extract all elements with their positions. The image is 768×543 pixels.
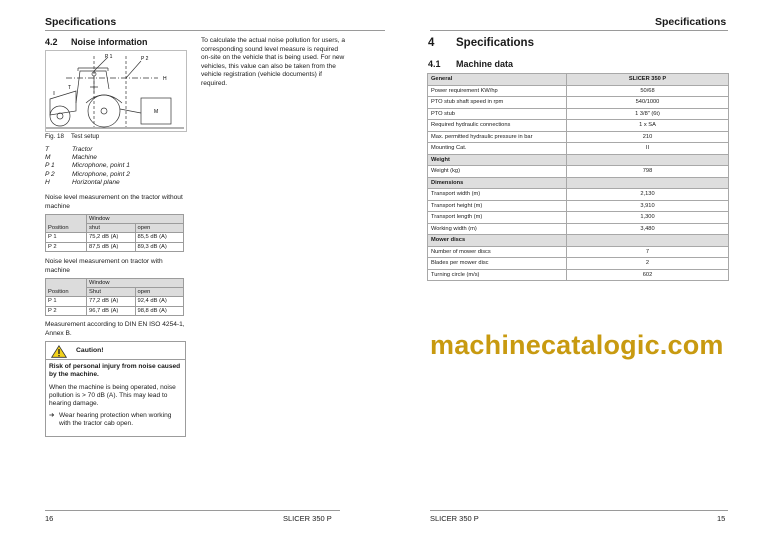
spec-label: PTO stub <box>428 108 567 120</box>
legend-item: P 2 Microphone, point 2 <box>45 170 130 178</box>
spec-label: Blades per mower disc <box>428 258 567 270</box>
tractor-diagram <box>46 51 186 131</box>
table1-title: Noise level measurement on the tractor without machine <box>45 194 183 210</box>
caution-header <box>46 342 185 360</box>
figure-number: Fig. 18 <box>45 133 64 140</box>
spec-label: Required hydraulic connections <box>428 120 567 132</box>
label-p2: P 2 <box>141 56 149 62</box>
spec-value: 3,480 <box>567 223 729 235</box>
table-row <box>428 258 729 270</box>
spec-label: Transport height (m) <box>428 200 567 212</box>
noise-table-with-machine <box>45 278 184 316</box>
machine-data-heading <box>428 59 513 69</box>
table-row <box>428 166 729 178</box>
table-header-row <box>428 74 729 86</box>
section-title: Noise information <box>71 37 148 47</box>
col-open: open <box>135 224 184 233</box>
legend-item: T Tractor <box>45 146 93 153</box>
col-shut: shut <box>87 224 136 233</box>
spec-value: 2 <box>567 258 729 270</box>
table-row <box>428 85 729 97</box>
table-row <box>428 246 729 258</box>
page-number-right: 15 <box>717 514 726 523</box>
section-number: 4.1 <box>428 59 441 69</box>
chapter-number: 4 <box>428 37 435 49</box>
label-m: M <box>154 109 159 115</box>
section-row <box>428 235 729 247</box>
section-value-empty <box>567 154 729 166</box>
label-p1: P 1 <box>105 54 113 60</box>
table-row <box>428 212 729 224</box>
section-value-empty <box>567 235 729 247</box>
section-label: Dimensions <box>428 177 567 189</box>
watermark: machinecatalogic.com <box>430 330 724 360</box>
header-rule-right <box>430 30 728 31</box>
table-row: P 1 77,2 dB (A) 92,4 dB (A) <box>46 297 184 306</box>
footer-rule-right <box>430 510 728 511</box>
spec-label: Turning circle (m/s) <box>428 269 567 281</box>
window-header: Window <box>87 215 184 224</box>
spec-value: 602 <box>567 269 729 281</box>
position-header: Position <box>46 279 87 297</box>
section-label: Weight <box>428 154 567 166</box>
spec-label: Power requirement KW/hp <box>428 85 567 97</box>
col-open: open <box>135 288 184 297</box>
position-header: Position <box>46 215 87 233</box>
spec-value: 798 <box>567 166 729 178</box>
spec-value: 1,300 <box>567 212 729 224</box>
spec-value: 1 3/8" (6t) <box>567 108 729 120</box>
spec-label: Mounting Cat. <box>428 143 567 155</box>
legend-item: M Machine <box>45 154 97 162</box>
spec-label: Max. permitted hydraulic pressure in bar <box>428 131 567 143</box>
spec-value: 210 <box>567 131 729 143</box>
chapter-heading <box>428 37 534 49</box>
intro-paragraph: To calculate the actual noise pollution for users, a corresponding sound level measure is required on-site on the vehicle that is being used. For new vehicles, this value can also be taken from the vehicle registration (vehicle documents) if required. <box>201 37 346 87</box>
legend-item: P 1 Microphone, point 1 <box>45 162 130 170</box>
table-row <box>428 223 729 235</box>
general-header: General <box>428 74 567 86</box>
window-header: Window <box>87 279 184 288</box>
section-number: 4.2 <box>45 37 58 47</box>
col-shut: Shut <box>87 288 136 297</box>
section-value-empty <box>567 177 729 189</box>
spec-label: Weight (kg) <box>428 166 567 178</box>
caution-title: Caution! <box>76 347 104 354</box>
spec-value: 2,130 <box>567 189 729 201</box>
table-row: P 2 87,5 dB (A) 89,3 dB (A) <box>46 242 184 251</box>
table-row <box>428 131 729 143</box>
chapter-title: Specifications <box>456 37 534 49</box>
caution-box <box>45 341 186 437</box>
spec-value: 3,910 <box>567 200 729 212</box>
caution-body: When the machine is being operated, noise pollution is > 70 dB (A). This may lead to hearing damage. <box>49 384 176 408</box>
noise-table-without-machine <box>45 214 184 252</box>
label-t: T <box>68 85 72 91</box>
table-row: P 2 96,7 dB (A) 98,8 dB (A) <box>46 306 184 315</box>
footer-rule <box>45 510 340 511</box>
spec-label: Number of mower discs <box>428 246 567 258</box>
section-title: Machine data <box>456 59 514 69</box>
page-number: 16 <box>45 514 54 523</box>
spec-value: II <box>567 143 729 155</box>
label-h: H <box>163 76 167 82</box>
header-rule <box>45 30 385 31</box>
spec-label: PTO stub shaft speed in rpm <box>428 97 567 109</box>
test-setup-figure <box>45 50 187 132</box>
footer-model-right: SLICER 350 P <box>430 514 479 523</box>
warning-triangle-icon <box>51 345 67 358</box>
table2-title: Noise level measurement on tractor with machine <box>45 258 163 274</box>
spec-label: Transport length (m) <box>428 212 567 224</box>
spec-value: 540/1000 <box>567 97 729 109</box>
running-header: Specifications <box>45 16 117 28</box>
section-label: Mower discs <box>428 235 567 247</box>
section-heading <box>45 37 148 47</box>
spec-value: 1 x SA <box>567 120 729 132</box>
table-row <box>428 120 729 132</box>
caution-risk: Risk of personal injury from noise caused by the machine. <box>49 363 181 379</box>
measurement-note: Measurement according to DIN EN ISO 4254-1, Annex B. <box>45 321 185 337</box>
spec-label: Working width (m) <box>428 223 567 235</box>
legend-item: H Horizontal plane <box>45 178 120 186</box>
running-header-right: Specifications <box>655 16 727 28</box>
figure-caption-text: Test setup <box>71 133 100 140</box>
figure-caption <box>45 133 99 140</box>
spec-value: 50/68 <box>567 85 729 97</box>
section-row <box>428 154 729 166</box>
table-row <box>428 269 729 281</box>
figure-legend <box>45 146 130 187</box>
arrow-icon: ➔ <box>49 412 55 419</box>
table-row: P 1 75,2 dB (A) 85,5 dB (A) <box>46 233 184 242</box>
table-row <box>428 200 729 212</box>
section-row <box>428 177 729 189</box>
footer-model: SLICER 350 P <box>283 514 332 523</box>
table-row <box>428 189 729 201</box>
spec-label: Transport width (m) <box>428 189 567 201</box>
spec-value: 7 <box>567 246 729 258</box>
caution-action: ➔ Wear hearing protection when working with the tractor cab open. <box>49 412 172 428</box>
table-row <box>428 143 729 155</box>
machine-data-table <box>427 73 729 281</box>
table-row <box>428 108 729 120</box>
model-header: SLICER 350 P <box>567 74 729 86</box>
table-row <box>428 97 729 109</box>
